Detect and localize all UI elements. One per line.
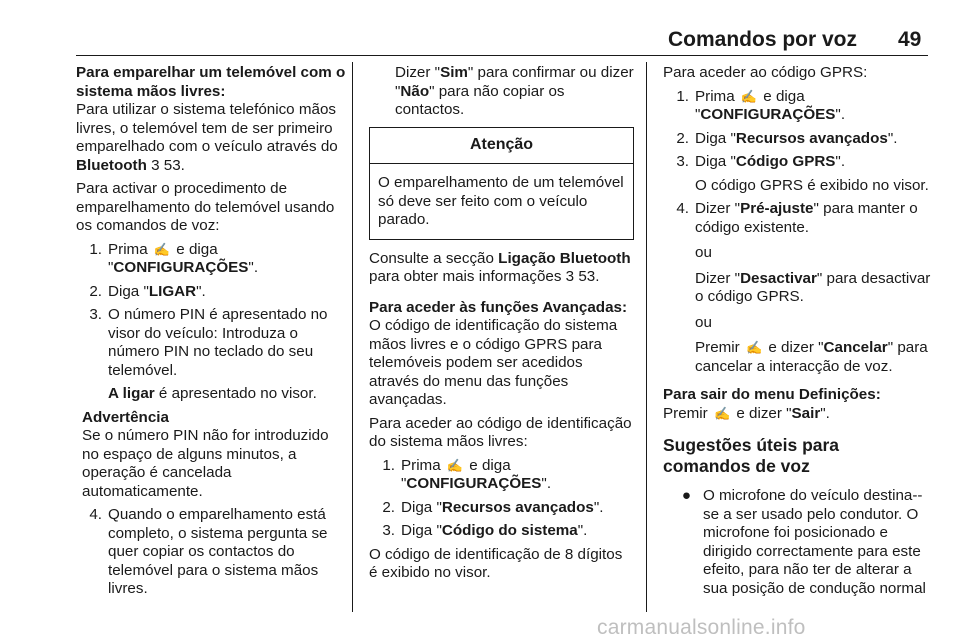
text: e dizer " [764,339,824,356]
attention-text: O emparelhamento de um telemóvel só deve ser feito com o veículo parado. [378,174,624,228]
voice-command-icon: ✍ [153,241,171,257]
sub-text: O código GPRS é exibido no visor. [695,176,929,194]
warning-text: Se o número PIN não for introduzido no espaço de alguns minutos, a operação é cancelada automaticamente. [82,427,329,500]
item-text [401,522,634,541]
list-item [663,130,931,149]
list-item [369,522,634,541]
text: O número PIN é apresentado no visor do veículo: Introduza o número PIN no teclado do seu telemóvel. [108,306,328,379]
item-number: 2. [676,129,689,147]
list-item [369,499,634,518]
item-text [695,153,931,195]
warning-heading: Advertência [82,408,169,426]
header-rule [76,55,928,56]
page-number: 49 [898,28,922,51]
item-text: Quando o emparelhamento está completo, o sistema pergunta se quer copiar os contactos do telemóvel para o sistema mãos livres. [108,506,328,597]
section-heading: Para sair do menu Definições: [663,386,881,403]
text: " para desactivar o código GPRS. [695,269,931,305]
paragraph: Para aceder ao código de identificação do sistema mãos livres: [369,414,632,450]
item-number: 2. [382,498,395,516]
bullet-icon: ● [681,487,691,504]
command-term: CONFIGURAÇÕES [113,259,249,276]
list-item [663,153,931,195]
attention-box [369,127,634,240]
voice-command-icon: ✍ [446,457,464,473]
command-term: LIGAR [148,282,197,300]
paragraph [76,101,346,175]
bullet-item [663,487,931,598]
column-divider [352,62,353,612]
text: " [401,475,407,492]
text: " [695,106,701,123]
voice-command-icon: ✍ [745,340,763,355]
text: Prima [695,87,739,105]
watermark: carmanualsonline.info [597,616,806,639]
text: " para manter o código existente. [695,200,918,236]
text: Dizer " [695,269,741,287]
command-term: Sair [791,404,821,422]
page-title: Comandos por voz [668,28,858,51]
list-item [76,283,346,302]
text: " para confirmar ou dizer " [395,64,634,100]
text: ". [541,475,552,492]
text: " para não copiar os contactos. [395,82,565,118]
voice-command-icon: ✍ [740,88,758,104]
item-text [401,499,634,518]
text: Premir [663,404,712,422]
text: ". [593,498,604,516]
item-number: 1. [382,456,395,474]
paragraph [369,250,634,287]
item-text [695,200,931,376]
text: Consulte a secção [369,249,499,267]
command-term: Código GPRS [735,153,836,170]
item-number: 1. [89,240,102,258]
command-term: CONFIGURAÇÕES [700,106,836,123]
text: ". [887,129,898,147]
text: Prima [108,240,152,258]
text: " [108,259,114,276]
text: Diga " [695,153,736,170]
paragraph: Para activar o procedimento de emparelhamento do telemóvel usando os comandos de voz: [76,180,335,234]
display-term: A ligar [108,385,155,402]
item-number: 4. [676,200,689,217]
section-heading: Para emparelhar um telemóvel com o sistema mãos livres: [76,64,346,100]
column-left [76,64,346,604]
item-number: 4. [89,506,102,523]
text: Diga " [695,129,736,147]
list-item [76,241,346,278]
text: " para cancelar a interacção de voz. [695,339,928,375]
item-text [695,88,931,125]
section-ref: Ligação Bluetooth [498,249,631,267]
list-item [663,200,931,376]
list-item [76,306,346,404]
text: Prima [401,456,445,474]
text: e dizer " [732,404,792,422]
command-term: Recursos avançados [441,498,594,516]
text: Dizer " [695,200,741,217]
item-number: 3. [382,522,395,539]
text: ". [196,282,206,300]
or-text: ou [695,244,712,261]
bullet-text: O microfone do veículo destina--se a ser usado pelo condutor. O microfone foi posicionado e dirigido correctamente para este efeito, para não ter de alterar a sua posição de condução normal [703,487,926,597]
paragraph: Para aceder ao código GPRS: [663,64,868,81]
column-middle [369,64,634,588]
text: e diga [759,87,805,105]
sub-text [695,339,931,376]
page-header [0,0,960,52]
or-text: ou [695,313,712,331]
text: Diga " [401,522,442,539]
sub-text [108,385,346,404]
text: ". [835,106,846,123]
paragraph [395,64,634,120]
text: e diga [465,456,511,474]
command-term: Recursos avançados [735,129,888,147]
paragraph: O código de identificação do sistema mãos livres e o código GPRS para telemóveis podem ser acedidos através do menu das funções avançadas. [369,317,618,408]
column-right [663,64,931,598]
text: e diga [172,240,218,258]
command-term: Cancelar [823,339,888,356]
item-text [108,306,346,404]
column-divider [646,62,647,612]
bluetooth-term: Bluetooth [76,156,147,174]
text: ". [248,259,259,276]
text: é apresentado no visor. [154,385,317,402]
command-term: Código do sistema [441,522,578,539]
list-item [369,457,634,494]
text: Premir [695,339,744,356]
command-term: Pré-ajuste [740,200,814,217]
paragraph: O código de identificação de 8 dígitos é exibido no visor. [369,545,623,581]
text: Diga " [108,282,149,300]
command-term: CONFIGURAÇÕES [406,475,542,492]
item-number: 2. [89,282,102,300]
text: Dizer " [395,64,441,81]
item-number: 1. [676,87,689,105]
text: ". [577,522,588,539]
item-text [695,130,931,149]
sub-text [695,270,931,307]
item-text [108,241,346,278]
text: Diga " [401,498,442,516]
text: ". [820,404,830,422]
list-item [76,506,346,599]
section-heading-large: Sugestões úteis para comandos de voz [663,435,840,476]
command-term: Sim [440,64,468,81]
item-number: 3. [676,153,689,170]
command-term: Desactivar [740,269,817,287]
command-term: Não [400,82,430,100]
attention-title: Atenção [370,128,633,165]
item-number: 3. [89,306,102,323]
paragraph [663,405,931,424]
text: Para utilizar o sistema telefónico mãos livres, o telemóvel tem de ser primeiro emparelhado com o veículo através do [76,101,338,155]
text: ". [835,153,846,170]
item-text [108,283,346,302]
page-ref: 3 53. [146,156,185,174]
section-heading: Para aceder às funções Avançadas: [369,298,628,316]
item-text [401,457,634,494]
text: para obter mais informações 3 53. [369,268,600,285]
list-item [663,88,931,125]
voice-command-icon: ✍ [713,405,731,421]
